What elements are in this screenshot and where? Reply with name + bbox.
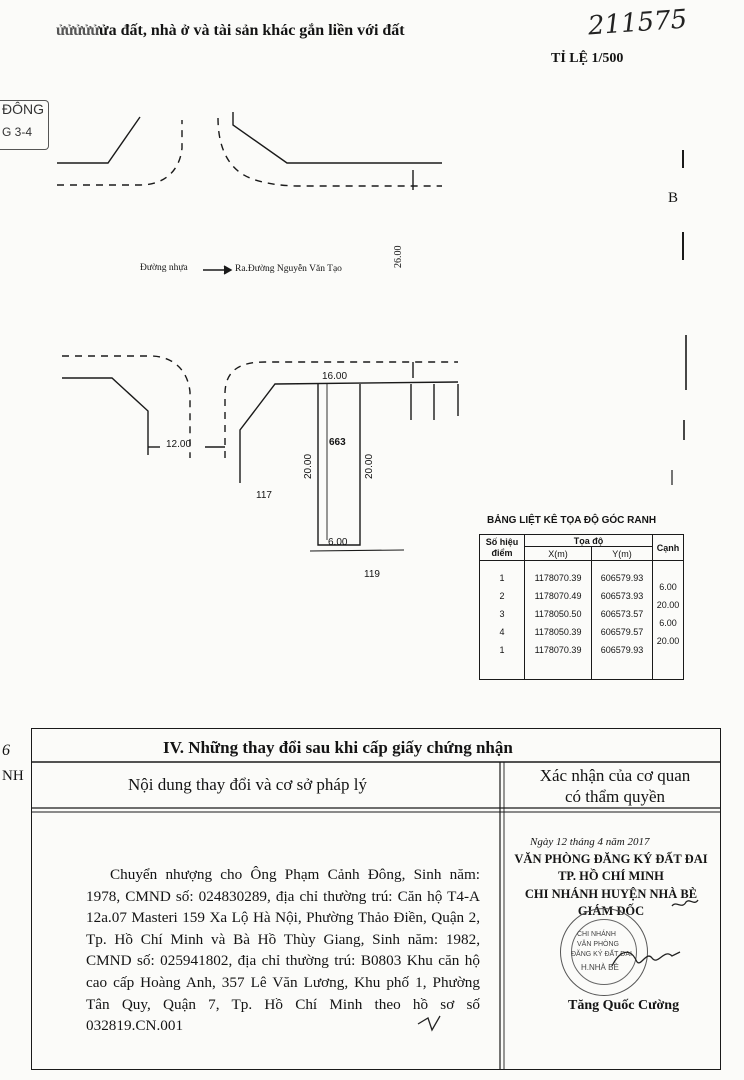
col-coords-label: Tọa độ (573, 535, 604, 546)
dim-top: 16.00 (322, 371, 348, 382)
x-cell: 1178070.49 (534, 591, 582, 601)
header-title-text: ửa đất, nhà ở và tài sản khác gắn liền với đất (99, 22, 405, 39)
parcel-number: 663 (329, 437, 346, 448)
coord-table-title: BẢNG LIỆT KÊ TỌA ĐỘ GÓC RANH (487, 515, 657, 526)
signer-name: Tăng Quốc Cường (568, 998, 680, 1013)
point-cell: 1 (499, 573, 505, 583)
handwritten-code: 211575 (587, 4, 689, 42)
change-content-text: Chuyển nhượng cho Ông Phạm Cảnh Đông, Sinh năm: 1978, CMND số: 024830289, địa chỉ thường trú: Căn hộ T4-A 12a.07 Masteri 159 Xa Lộ Hà Nội, Phường Thảo Điền, Quận 2, Tp. Hồ Chí Minh và Bà Hồ Thùy Giang, Sinh năm: 1982, CMND số: 025941802, địa chỉ thường trú: B0803 Khu căn hộ cao cấp Hoàng Anh, 357 Lê Văn Lương, Khu phố 1, Phường Tân Quy, Quận 7, Tp. Hồ Chí Minh theo hồ sơ số 032819.CN.001 (86, 866, 480, 1035)
col-content-header: Nội dung thay đổi và cơ sở pháp lý (128, 775, 367, 794)
point-cell: 1 (499, 645, 505, 655)
left-margin-text: NH (2, 768, 24, 784)
y-cell: 606579.93 (600, 573, 644, 583)
dim-left: 20.00 (303, 453, 314, 479)
date-line: Ngày 12 tháng 4 năm 2017 (530, 836, 650, 848)
office-line-3: CHI NHÁNH HUYỆN NHÀ BÈ (524, 887, 698, 901)
office-line-1: VĂN PHÒNG ĐĂNG KÝ ĐẤT ĐAI (514, 852, 708, 866)
neighbor-left: 117 (256, 490, 272, 501)
y-cell: 606579.93 (600, 645, 644, 655)
left-margin-mark: 6 (2, 742, 10, 759)
section-title: IV. Những thay đổi sau khi cấp giấy chứng nhận (163, 738, 513, 757)
col-confirm-header-1: Xác nhận của cơ quan (539, 766, 691, 785)
y-cell: 606579.57 (600, 627, 644, 637)
office-line-2: TP. HỒ CHÍ MINH (558, 869, 664, 883)
left-edge-text-1: ĐÔNG (2, 101, 44, 117)
left-edge-text-2: G 3-4 (2, 125, 33, 139)
col-point-label: Số hiệu điểm (485, 536, 519, 558)
initial-scribble (672, 900, 698, 906)
x-cell: 1178070.39 (534, 645, 582, 655)
edge-cell: 6.00 (659, 618, 677, 628)
col-edge-label: Cạnh (656, 542, 680, 553)
y-cell: 606573.57 (600, 609, 644, 619)
office-line-4: GIÁM ĐỐC (577, 904, 645, 918)
col-x-label: X(m) (548, 548, 568, 559)
x-cell: 1178070.39 (534, 573, 582, 583)
col-confirm-header-2: có thẩm quyền (564, 787, 666, 806)
dim-road-branch: 12.00 (166, 439, 192, 450)
point-cell: 2 (499, 591, 505, 601)
edge-cell: 6.00 (659, 582, 677, 592)
x-cell: 1178050.50 (534, 609, 582, 619)
margin-initial-scribble (418, 1016, 440, 1030)
road-direction: Ra.Đường Nguyễn Văn Tạo (235, 264, 342, 274)
point-cell: 3 (499, 609, 505, 619)
edge-cell: 20.00 (656, 636, 680, 646)
point-cell: 4 (499, 627, 505, 637)
scale-label: TỈ LỆ 1/500 (551, 51, 624, 66)
x-cell: 1178050.39 (534, 627, 582, 637)
neighbor-bottom: 119 (364, 569, 380, 580)
col-y-label: Y(m) (612, 548, 632, 559)
road-width-label: 26.00 (393, 245, 404, 268)
y-cell: 606573.93 (600, 591, 644, 601)
stamp-text-2: VĂN PHÒNG (577, 941, 620, 948)
stamp-text-3: ĐĂNG KÝ ĐẤT ĐAI (571, 951, 632, 958)
signature-scribble (612, 952, 680, 966)
dim-right: 20.00 (364, 453, 375, 479)
edge-cell: 20.00 (656, 600, 680, 610)
side-letter: B (668, 190, 679, 206)
road-label: Đường nhựa (140, 263, 188, 273)
stamp-text-4: H.NHÀ BÈ (581, 963, 619, 972)
dim-bottom: 6.00 (328, 537, 348, 548)
header-title-garbled: ửửửửử (56, 22, 100, 39)
stamp-text-1: CHI NHÁNH (577, 931, 616, 938)
